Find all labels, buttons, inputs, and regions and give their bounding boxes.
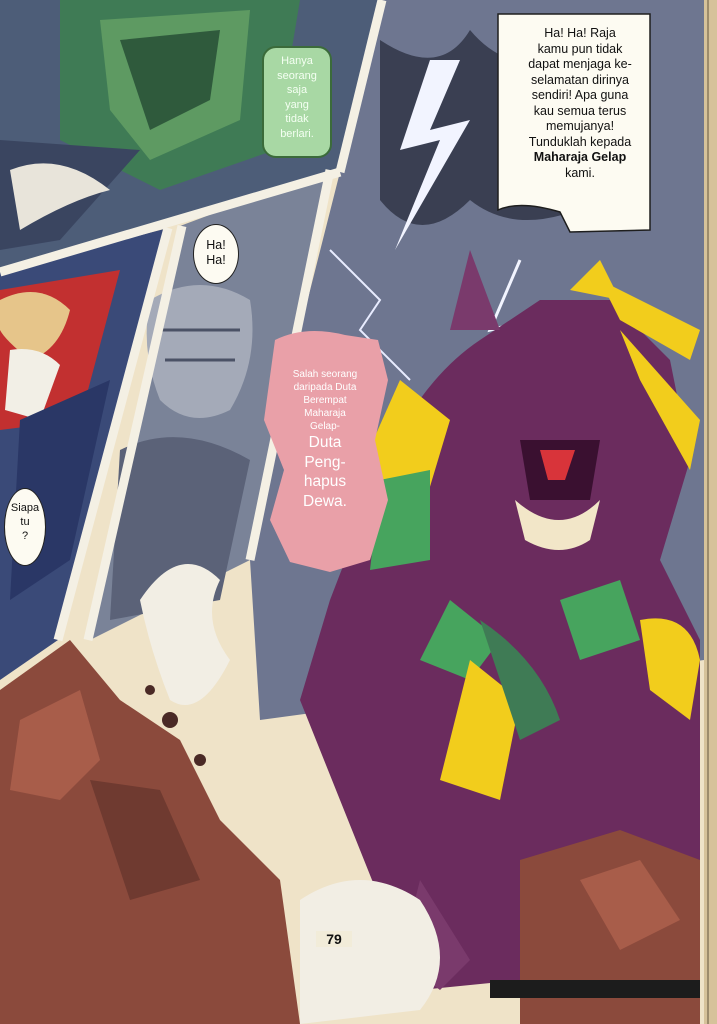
caption-title-line: Dewa. bbox=[303, 492, 347, 510]
page-number: 79 bbox=[316, 931, 352, 947]
bubble-line: yang bbox=[285, 98, 309, 111]
caption-small-line: Salah seorang bbox=[292, 369, 358, 380]
narration-line: dapat menjaga ke- bbox=[528, 57, 632, 71]
bubble-line: ? bbox=[21, 530, 29, 542]
bubble-line: Ha! bbox=[206, 253, 226, 267]
narration-line: memujanya! bbox=[545, 119, 615, 133]
bubble-line: tu bbox=[20, 516, 30, 528]
narration-line: Ha! Ha! Raja bbox=[544, 26, 616, 40]
caption-title-line: Duta bbox=[308, 434, 342, 451]
narration-bold-name: Maharaja Gelap bbox=[533, 150, 627, 164]
salah-caption bbox=[270, 346, 380, 568]
caption-small-line: daripada Duta bbox=[293, 382, 357, 393]
narration-line: kau semua terus bbox=[533, 103, 627, 118]
bubble-line: saja bbox=[286, 84, 308, 96]
bubble-line: Hanya bbox=[281, 55, 313, 67]
narration-line: kamu pun tidak bbox=[537, 41, 623, 56]
siapa-speech-bubble bbox=[4, 488, 46, 566]
bubble-line: Ha! bbox=[206, 238, 226, 252]
narration-line: selamatan dirinya bbox=[531, 72, 629, 87]
caption-title-line: hapus bbox=[303, 473, 347, 490]
narration-caption bbox=[505, 26, 655, 181]
bubble-line: berlari. bbox=[280, 127, 314, 140]
hanya-speech-bubble bbox=[262, 46, 332, 158]
bubble-line: Siapa bbox=[10, 502, 40, 514]
caption-small-line: Gelap- bbox=[309, 421, 340, 432]
narration-line: Tunduklah kepada bbox=[528, 134, 632, 149]
haha-speech-bubble bbox=[193, 224, 239, 284]
page-edge bbox=[704, 0, 717, 1024]
caption-title-line: Peng- bbox=[304, 453, 346, 471]
bubble-line: tidak bbox=[285, 113, 309, 125]
narration-line: kami. bbox=[565, 165, 595, 180]
narration-line: sendiri! Apa guna bbox=[531, 88, 629, 102]
caption-small-line: Berempat bbox=[303, 395, 347, 406]
bubble-line: seorang bbox=[277, 69, 317, 82]
caption-small-line: Maharaja bbox=[304, 408, 346, 419]
